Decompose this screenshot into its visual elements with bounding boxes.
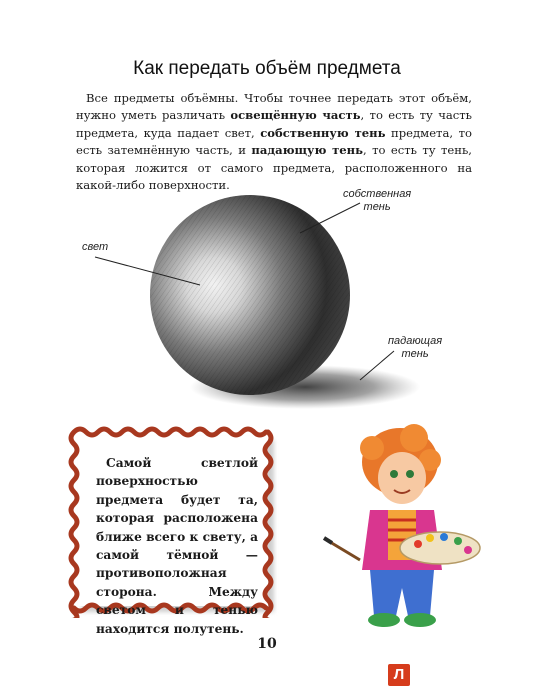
label-light: свет	[82, 241, 109, 253]
sphere-illustration	[60, 175, 480, 425]
intro-text-2: , то есть ту часть предмета, куда падает свет,	[76, 108, 472, 140]
page-number: 10	[257, 636, 277, 652]
intro-text-1: Все предметы объёмны. Чтобы точнее передать этот объём, нужно уметь различать	[76, 91, 472, 123]
tip-text: Самой светлой поверхностью предмета будет та, которая расположена ближе всего к свету, а самой тёмной — противоположная сторона. Между светом и тенью находится полутень.	[96, 456, 258, 636]
intro-text-4: , то есть ту тень, которая ложится от самого предмета, расположенного на какой-либо поверхности.	[76, 143, 472, 193]
term-lit-part: освещённую часть	[230, 108, 361, 123]
label-cast-shadow: падающая тень	[388, 335, 443, 360]
term-own-shadow: собственную тень	[260, 125, 386, 140]
boy-with-palette-illustration	[322, 420, 482, 640]
page-title: Как передать объём предмета	[133, 58, 401, 79]
publisher-logo: Л	[388, 664, 410, 686]
label-own-shadow: собственная тень	[343, 188, 412, 213]
intro-text-3: предмета, то есть затемнённую часть, и	[76, 125, 472, 158]
shaded-sphere-drawing	[60, 175, 480, 425]
term-cast-shadow: падающую тень	[251, 143, 364, 158]
